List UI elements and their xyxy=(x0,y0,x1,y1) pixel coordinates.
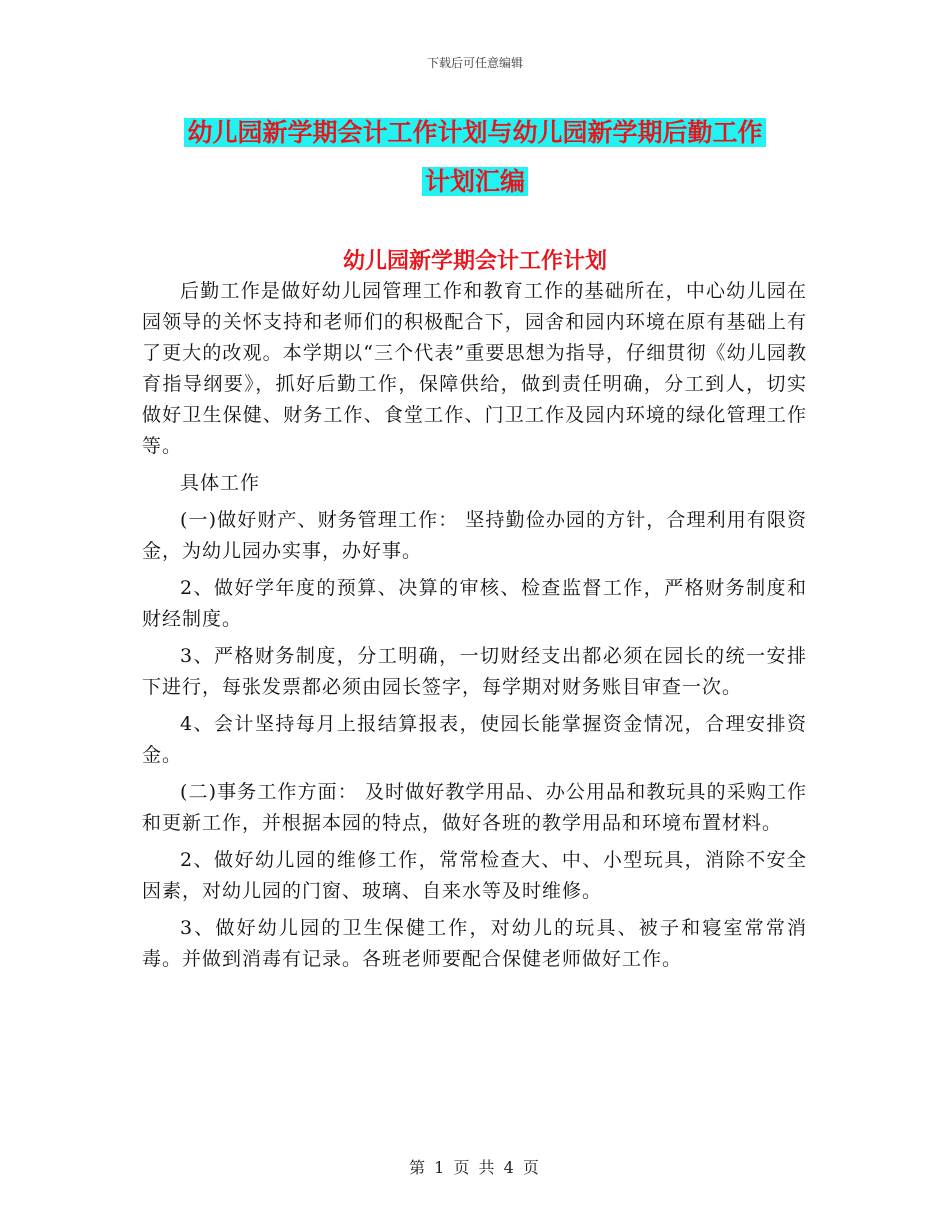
page-footer: 第 1 页 共 4 页 xyxy=(409,1158,541,1177)
paragraph: 后勤工作是做好幼儿园管理工作和教育工作的基础所在，中心幼儿园在园领导的关怀支持和老师们的积极配合下，园舍和园内环境在原有基础上有了更大的改观。本学期以“三个代表”重要思想为指导，仔细贯彻《幼儿园教育指导纲要》，抓好后勤工作，保障供给，做到责任明确，分工到人，切实做好卫生保健、财务工作、食堂工作、门卫工作及园内环境的绿化管理工作等。 xyxy=(142,280,807,457)
paragraph: 2、做好幼儿园的维修工作，常常检查大、中、小型玩具，消除不安全因素，对幼儿园的门窗、玻璃、自来水等及时维修。 xyxy=(142,849,807,902)
paragraph: (一)做好财产、财务管理工作： 坚持勤俭办园的方针，合理利用有限资金，为幼儿园办实事，办好事。 xyxy=(142,509,807,562)
paragraph: 4、会计坚持每月上报结算报表，使园长能掌握资金情况，合理安排资金。 xyxy=(142,713,807,766)
document-title-line-2: 计划汇编 xyxy=(422,167,528,196)
document-title-line-1: 幼儿园新学期会计工作计划与幼儿园新学期后勤工作 xyxy=(184,118,765,147)
paragraph: 具体工作 xyxy=(180,472,261,494)
section-title: 幼儿园新学期会计工作计划 xyxy=(342,248,607,274)
paragraph: 3、严格财务制度，分工明确，一切财经支出都必须在园长的统一安排下进行，每张发票都必须由园长签字，每学期对财务账目审查一次。 xyxy=(142,645,807,698)
paragraph: 3、做好幼儿园的卫生保健工作，对幼儿的玩具、被子和寝室常常消毒。并做到消毒有记录。各班老师要配合保健老师做好工作。 xyxy=(142,917,807,970)
header-note: 下载后可任意编辑 xyxy=(426,56,523,70)
paragraph: 2、做好学年度的预算、决算的审核、检查监督工作，严格财务制度和财经制度。 xyxy=(142,577,807,630)
document-title xyxy=(140,108,810,206)
document-body xyxy=(142,276,807,981)
paragraph: (二)事务工作方面： 及时做好教学用品、办公用品和教玩具的采购工作和更新工作，并根据本园的特点，做好各班的教学用品和环境布置材料。 xyxy=(142,781,807,834)
